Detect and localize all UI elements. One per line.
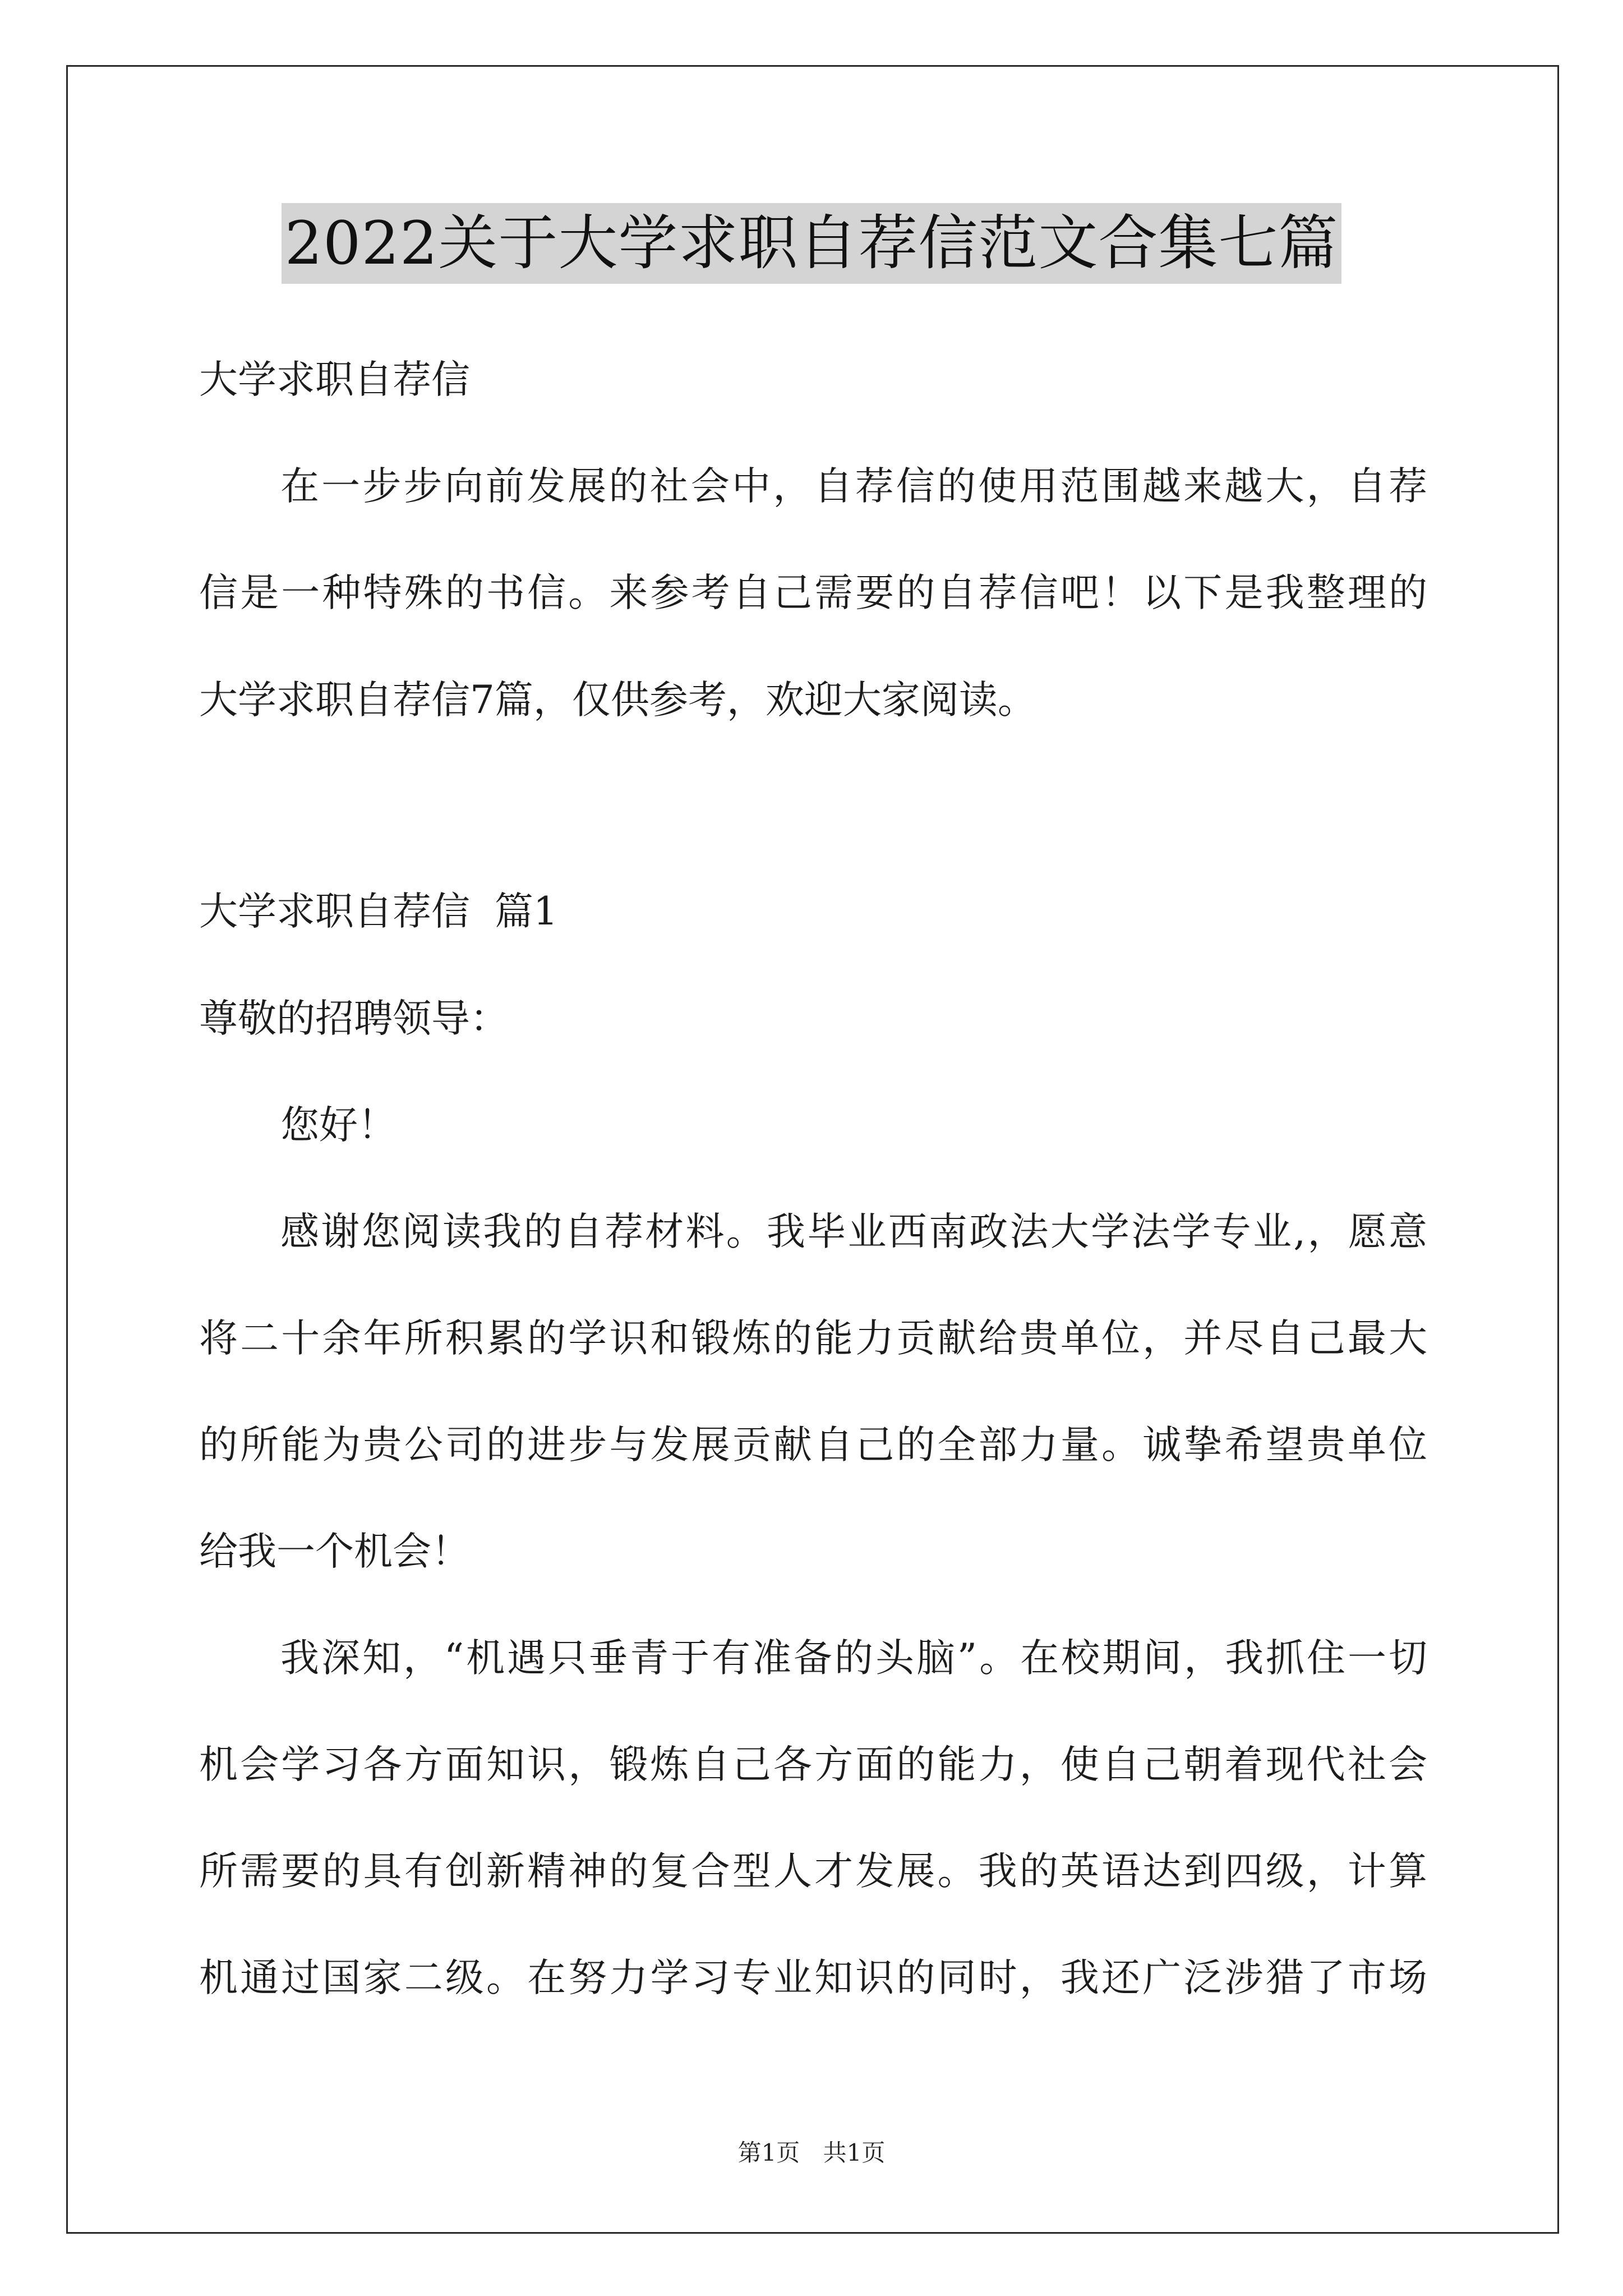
paragraph1-line-4: 给我一个机会！ [199,1529,470,1574]
intro-line-3: 大学求职自荐信7篇，仅供参考，欢迎大家阅读。 [199,678,1036,723]
article-heading: 大学求职自荐信 篇1 [199,889,558,934]
salutation: 尊敬的招聘领导： [199,996,509,1041]
document-title: 2022关于大学求职自荐信范文合集七篇 [282,203,1342,284]
page-footer [0,2137,1623,2169]
title-container [0,203,1623,284]
paragraph2-line-4: 机通过国家二级。在努力学习专业知识的同时，我还广泛涉猎了市场 [199,1955,1427,2000]
page-number: 第1页 [737,2139,800,2166]
intro-line-2: 信是一种特殊的书信。来参考自己需要的自荐信吧！以下是我整理的 [199,570,1427,615]
intro-line-1: 在一步步向前发展的社会中，自荐信的使用范围越来越大，自荐 [280,464,1427,509]
page-total: 共1页 [823,2139,886,2166]
paragraph1-line-3: 的所能为贵公司的进步与发展贡献自己的全部力量。诚挚希望贵单位 [199,1423,1427,1467]
paragraph1-line-2: 将二十余年所积累的学识和锻炼的能力贡献给贵单位，并尽自己最大 [199,1316,1427,1361]
greeting: 您好！ [280,1103,396,1148]
paragraph2-line-2: 机会学习各方面知识，锻炼自己各方面的能力，使自己朝着现代社会 [199,1742,1427,1787]
paragraph1-line-1: 感谢您阅读我的自荐材料。我毕业西南政法大学法学专业,，愿意 [280,1209,1427,1254]
paragraph2-line-1: 我深知，“机遇只垂青于有准备的头脑”。在校期间，我抓住一切 [280,1636,1427,1681]
paragraph2-line-3: 所需要的具有创新精神的复合型人才发展。我的英语达到四级，计算 [199,1849,1427,1894]
section-heading: 大学求职自荐信 [199,357,470,402]
